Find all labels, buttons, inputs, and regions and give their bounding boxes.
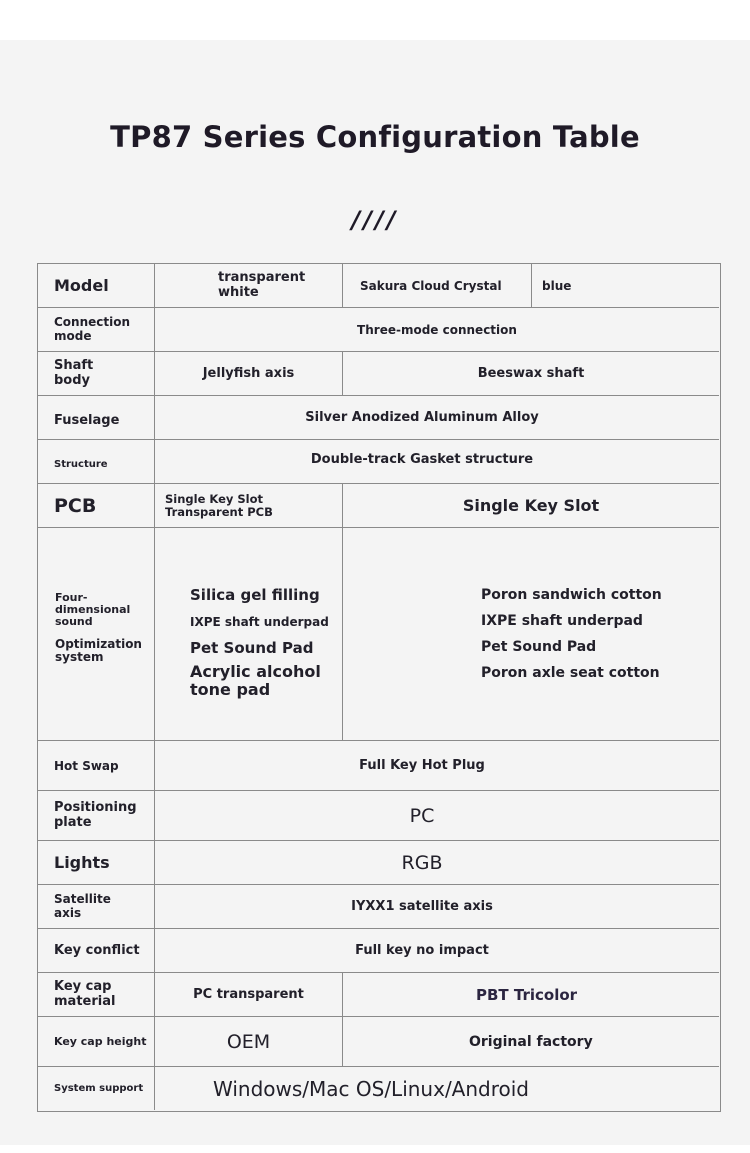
row-label-model: Model bbox=[38, 264, 155, 308]
sound-item: IXPE shaft underpad bbox=[481, 613, 643, 629]
keycap-pc-transparent: PC transparent bbox=[155, 973, 343, 1017]
sound-item: IXPE shaft underpad bbox=[190, 615, 329, 629]
sound-list-1 bbox=[190, 586, 330, 698]
satellite-value: IYXX1 satellite axis bbox=[155, 885, 719, 929]
sound-column-2 bbox=[343, 528, 719, 741]
row-label-keycap-material: Key cap material bbox=[38, 973, 155, 1017]
keycap-height-oem: OEM bbox=[155, 1017, 343, 1067]
row-label-keycap-height: Key cap height bbox=[38, 1017, 155, 1067]
model-transparent-white: transparent white bbox=[155, 264, 343, 308]
row-label-system-support: System support bbox=[38, 1067, 155, 1110]
sound-item: Poron axle seat cotton bbox=[481, 665, 660, 681]
row-label-connection-mode: Connection mode bbox=[38, 308, 155, 352]
sound-item: Silica gel filling bbox=[190, 586, 320, 604]
pcb-single-key-slot: Single Key Slot bbox=[343, 484, 719, 528]
key-conflict-value: Full key no impact bbox=[155, 929, 719, 973]
sound-item: Acrylic alcohol tone pad bbox=[190, 662, 321, 699]
pcb-transparent: Single Key Slot Transparent PCB bbox=[155, 484, 343, 528]
row-label-hot-swap: Hot Swap bbox=[38, 741, 155, 791]
row-label-positioning-plate: Positioning plate bbox=[38, 791, 155, 841]
row-label-shaft-body: Shaft body bbox=[38, 352, 155, 396]
model-sakura-cloud-crystal: Sakura Cloud Crystal bbox=[343, 264, 532, 308]
row-label-structure: Structure bbox=[38, 440, 155, 484]
row-label-fuselage: Fuselage bbox=[38, 396, 155, 440]
row-label-satellite-axis: Satellite axis bbox=[38, 885, 155, 929]
row-label-pcb: PCB bbox=[38, 484, 155, 528]
row-label-key-conflict: Key conflict bbox=[38, 929, 155, 973]
positioning-value: PC bbox=[155, 791, 719, 841]
fuselage-value: Silver Anodized Aluminum Alloy bbox=[155, 396, 719, 440]
hot-swap-value: Full Key Hot Plug bbox=[155, 741, 719, 791]
sound-item: Pet Sound Pad bbox=[481, 639, 597, 655]
model-blue: blue bbox=[532, 264, 719, 308]
sound-item: Poron sandwich cotton bbox=[481, 587, 662, 603]
decorative-slashes: //// bbox=[351, 206, 399, 234]
configuration-table bbox=[37, 263, 721, 1112]
page-title: TP87 Series Configuration Table bbox=[110, 120, 640, 154]
row-label-lights: Lights bbox=[38, 841, 155, 885]
sound-list-2 bbox=[481, 587, 662, 681]
keycap-height-original: Original factory bbox=[343, 1017, 719, 1067]
shaft-jellyfish-axis: Jellyfish axis bbox=[155, 352, 343, 396]
connection-value: Three-mode connection bbox=[155, 308, 719, 352]
structure-value: Double-track Gasket structure bbox=[155, 440, 719, 484]
lights-value: RGB bbox=[155, 841, 719, 885]
row-label-sound-optimization: Four-dimensional sound Optimization system bbox=[38, 528, 155, 741]
system-support-value: Windows/Mac OS/Linux/Android bbox=[213, 1076, 530, 1101]
keycap-pbt-tricolor: PBT Tricolor bbox=[343, 973, 719, 1017]
sound-item: Pet Sound Pad bbox=[190, 639, 314, 657]
sound-column-1 bbox=[155, 528, 343, 741]
shaft-beeswax: Beeswax shaft bbox=[343, 352, 719, 396]
